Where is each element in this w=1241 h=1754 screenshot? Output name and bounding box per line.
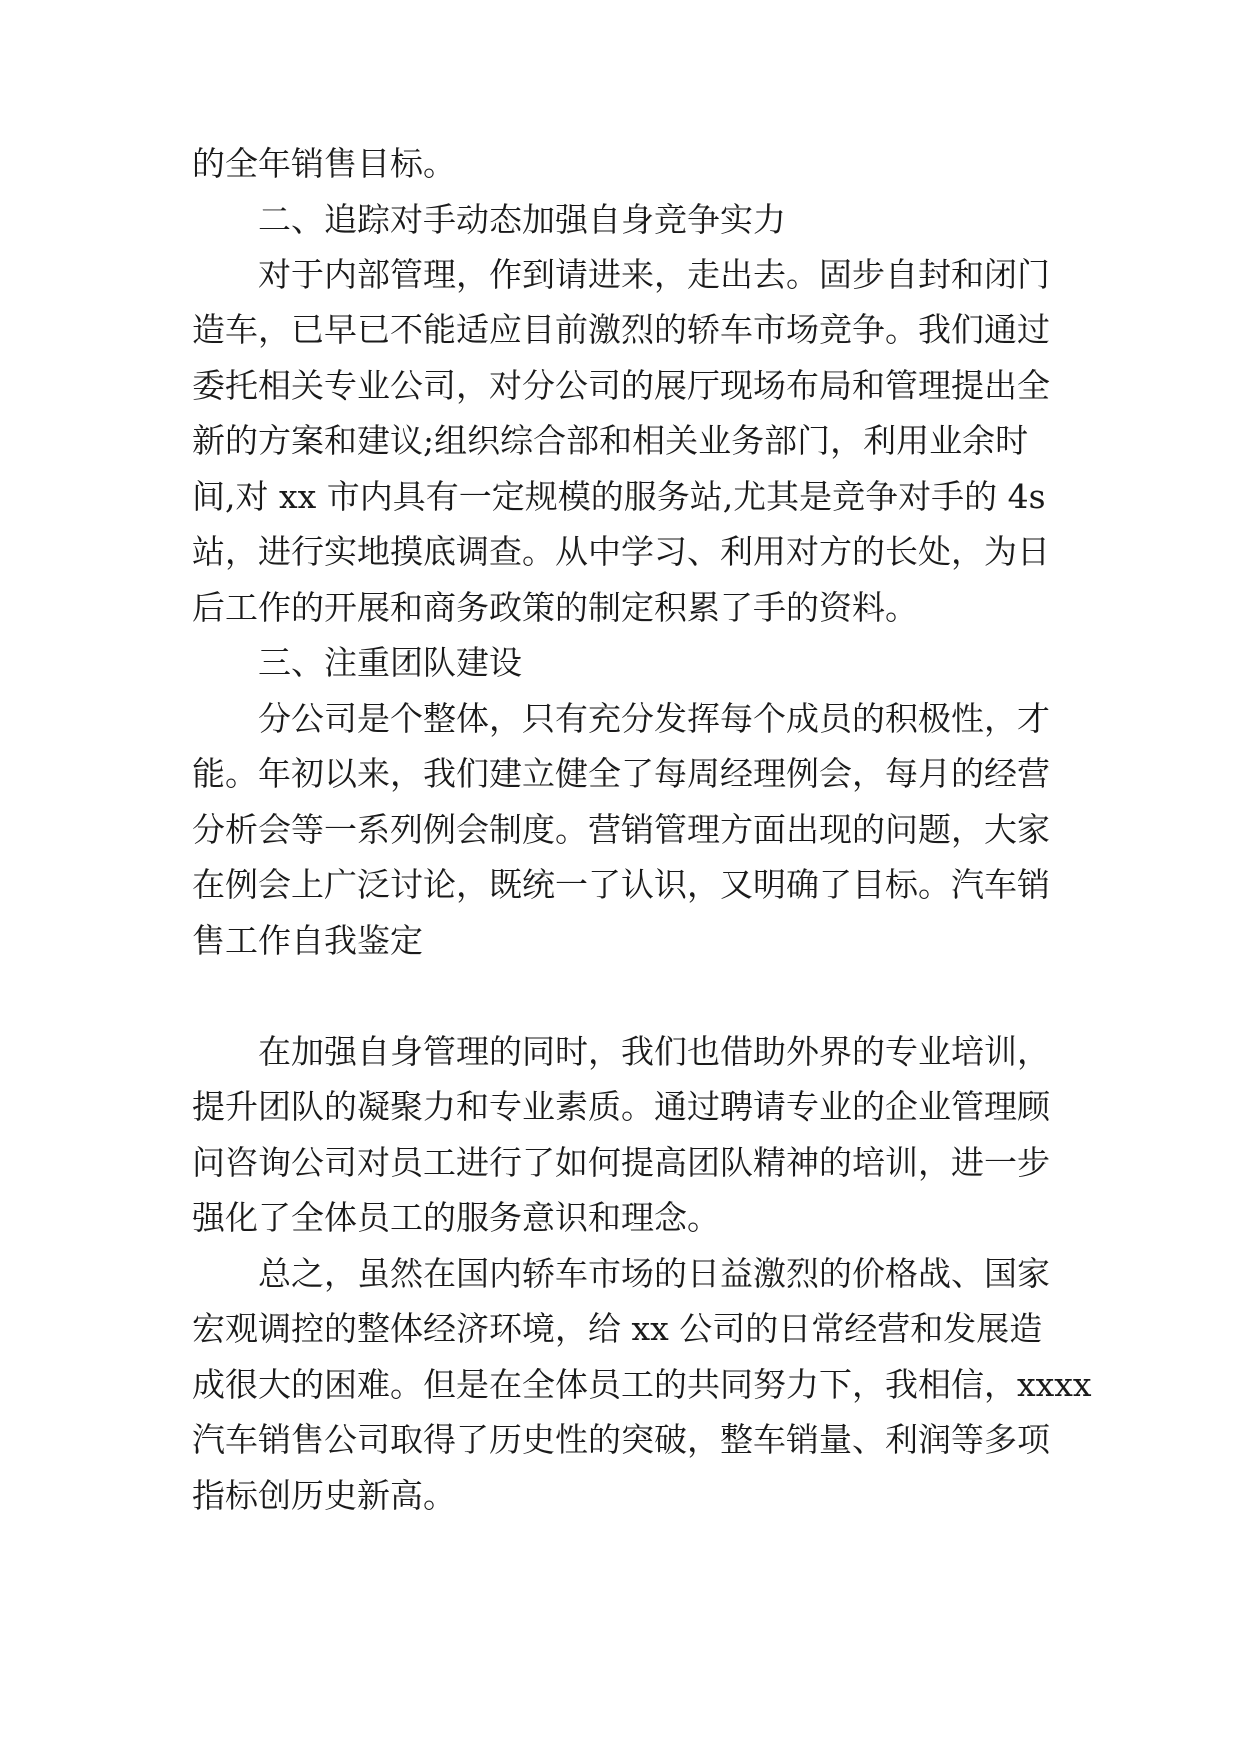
paragraph-line: 造车，已早已不能适应目前激烈的轿车市场竞争。我们通过 xyxy=(192,310,1050,349)
paragraph-line: 分公司是个整体，只有充分发挥每个成员的积极性，才 xyxy=(258,699,1050,738)
paragraph-line: 站，进行实地摸底调查。从中学习、利用对方的长处，为日 xyxy=(192,532,1050,571)
section-heading-3: 三、注重团队建设 xyxy=(258,643,522,682)
paragraph-line: 成很大的困难。但是在全体员工的共同努力下，我相信，xxxx xyxy=(192,1365,1092,1404)
paragraph-line: 后工作的开展和商务政策的制定积累了手的资料。 xyxy=(192,588,918,627)
paragraph-line: 总之，虽然在国内轿车市场的日益激烈的价格战、国家 xyxy=(258,1254,1050,1293)
paragraph-line: 宏观调控的整体经济环境，给 xx 公司的日常经营和发展造 xyxy=(192,1309,1043,1348)
paragraph-line: 分析会等一系列例会制度。营销管理方面出现的问题，大家 xyxy=(192,810,1050,849)
paragraph-line: 新的方案和建议;组织综合部和相关业务部门，利用业余时 xyxy=(192,421,1029,460)
paragraph-line: 对于内部管理，作到请进来，走出去。固步自封和闭门 xyxy=(258,255,1050,294)
paragraph-line: 在加强自身管理的同时，我们也借助外界的专业培训， xyxy=(258,1032,1050,1071)
paragraph-line: 售工作自我鉴定 xyxy=(192,921,423,960)
paragraph-line: 委托相关专业公司，对分公司的展厅现场布局和管理提出全 xyxy=(192,366,1050,405)
paragraph-line: 指标创历史新高。 xyxy=(192,1476,456,1515)
paragraph-line: 在例会上广泛讨论，既统一了认识，又明确了目标。汽车销 xyxy=(192,865,1050,904)
paragraph-line: 的全年销售目标。 xyxy=(192,144,456,183)
paragraph-line: 问咨询公司对员工进行了如何提高团队精神的培训，进一步 xyxy=(192,1143,1050,1182)
section-heading-2: 二、追踪对手动态加强自身竞争实力 xyxy=(258,200,786,239)
paragraph-line: 强化了全体员工的服务意识和理念。 xyxy=(192,1198,720,1237)
paragraph-line: 能。年初以来，我们建立健全了每周经理例会，每月的经营 xyxy=(192,754,1050,793)
paragraph-line: 汽车销售公司取得了历史性的突破，整车销量、利润等多项 xyxy=(192,1420,1050,1459)
paragraph-line: 间,对 xx 市内具有一定规模的服务站,尤其是竞争对手的 4s xyxy=(192,477,1046,516)
paragraph-line: 提升团队的凝聚力和专业素质。通过聘请专业的企业管理顾 xyxy=(192,1087,1050,1126)
